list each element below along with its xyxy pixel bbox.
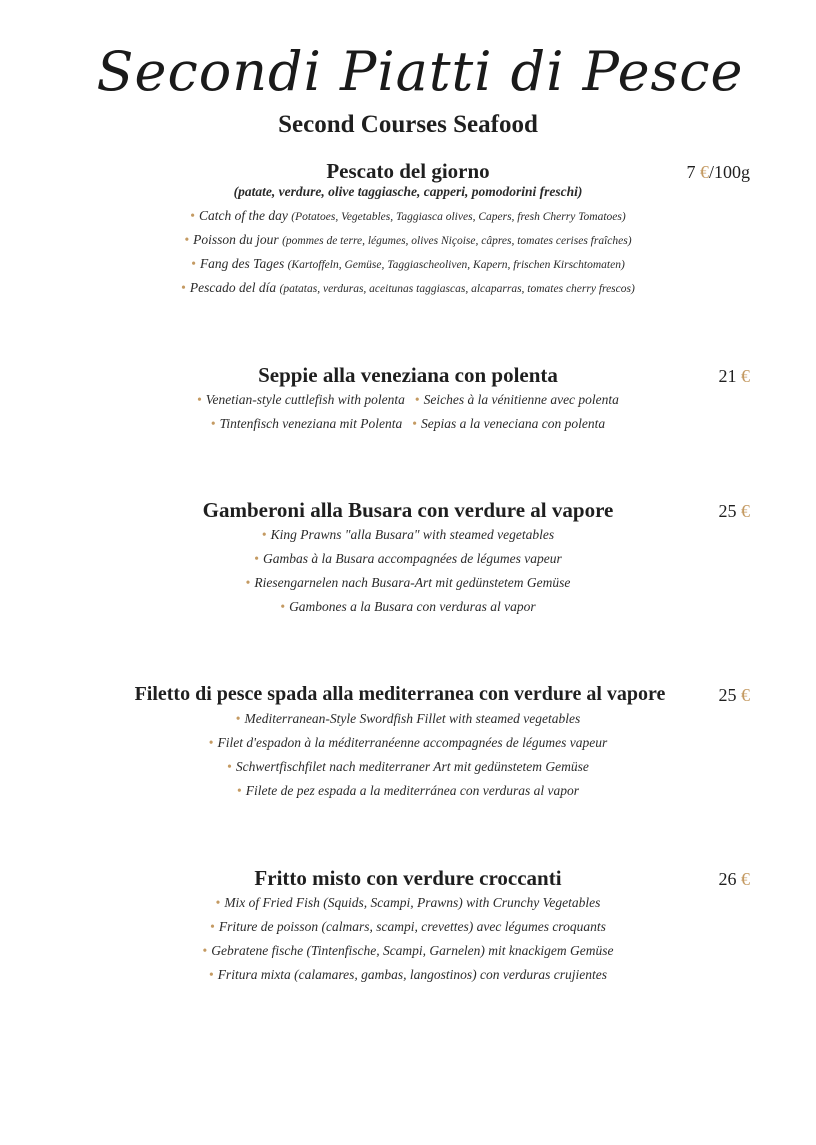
euro-symbol: € (741, 685, 750, 705)
euro-symbol: € (741, 869, 750, 889)
translation-de: • Gebratene fische (Tintenfische, Scampi, Garnelen) mit knackigem Gemüse (202, 943, 614, 958)
dish-name: Fritto misto con verdure croccanti (254, 866, 562, 890)
bullet-icon: • (280, 599, 286, 614)
dish-name: Pescato del giorno (326, 159, 490, 183)
translation-es: • Fritura mixta (calamares, gambas, langostinos) con verduras crujientes (208, 967, 608, 982)
menu-subtitle: Second Courses Seafood (278, 111, 538, 138)
bullet-icon: • (261, 527, 267, 542)
translation-en: • Catch of the day (Potatoes, Vegetables, Taggiasca olives, Capers, fresh Cherry Tomatoes) (190, 208, 626, 223)
bullet-icon: • (215, 895, 221, 910)
translation-es: • Filete de pez espada a la mediterránea con verduras al vapor (237, 783, 579, 798)
dish-price: 26 € (718, 869, 750, 889)
bullet-icon: • (245, 575, 251, 590)
translation-de: • Schwertfischfilet nach mediterraner Art mit gedünstetem Gemüse (227, 759, 589, 774)
dish-price: 25 € (718, 501, 750, 521)
dish-description: (patate, verdure, olive taggiasche, capperi, pomodorini freschi) (233, 184, 583, 199)
translation-en-fr: • Venetian-style cuttlefish with polenta • Seiches à la vénitienne avec polenta (197, 392, 619, 407)
price-unit: /100g (708, 162, 750, 182)
translation-en: • King Prawns "alla Busara" with steamed vegetables (261, 527, 555, 542)
translation-fr: • Friture de poisson (calmars, scampi, crevettes) avec légumes croquants (210, 919, 606, 934)
bullet-icon: • (190, 208, 196, 223)
bullet-icon: • (208, 735, 214, 750)
dish-name: Seppie alla veneziana con polenta (258, 363, 558, 387)
dish-price: 25 € (718, 685, 750, 705)
bullet-icon: • (208, 967, 214, 982)
translation-fr: • Poisson du jour (pommes de terre, légumes, olives Niçoise, câpres, tomates cerises fraîches) (184, 232, 632, 247)
bullet-icon: • (202, 943, 208, 958)
bullet-icon: • (235, 711, 241, 726)
bullet-icon: • (191, 256, 196, 271)
bullet-icon: • (210, 416, 216, 431)
bullet-icon: • (414, 392, 420, 407)
translation-en: • Mediterranean-Style Swordfish Fillet with steamed vegetables (235, 711, 581, 726)
translation-de: • Fang des Tages (Kartoffeln, Gemüse, Taggiascheoliven, Kapern, frischen Kirschtomaten) (191, 256, 625, 271)
translation-de: • Riesengarnelen nach Busara-Art mit gedünstetem Gemüse (245, 575, 571, 590)
dish-price: 21 € (718, 366, 750, 386)
euro-symbol: € (741, 501, 750, 521)
translation-fr: • Filet d'espadon à la méditerranéenne accompagnées de légumes vapeur (208, 735, 608, 750)
translation-es: • Gambones a la Busara con verduras al vapor (280, 599, 536, 614)
translation-de-es: • Tintenfisch veneziana mit Polenta • Sepias a la veneciana con polenta (210, 416, 606, 431)
bullet-icon: • (412, 416, 417, 431)
menu-title: Secondi Piatti di Pesce (96, 40, 744, 103)
dish-name: Filetto di pesce spada alla mediterranea con verdure al vapore (134, 683, 666, 705)
translation-es: • Pescado del día (patatas, verduras, aceitunas taggiascas, alcaparras, tomates cherry frescos) (181, 280, 635, 295)
bullet-icon: • (254, 551, 259, 566)
bullet-icon: • (184, 232, 190, 247)
translation-en: • Mix of Fried Fish (Squids, Scampi, Prawns) with Crunchy Vegetables (215, 895, 601, 910)
euro-symbol: € (741, 366, 750, 386)
bullet-icon: • (181, 280, 186, 295)
bullet-icon: • (237, 783, 242, 798)
dish-name: Gamberoni alla Busara con verdure al vapore (202, 498, 614, 522)
dish-price: 7 €/100g (686, 162, 750, 182)
euro-symbol: € (699, 162, 709, 182)
translation-fr: • Gambas à la Busara accompagnées de légumes vapeur (254, 551, 562, 566)
bullet-icon: • (227, 759, 232, 774)
bullet-icon: • (210, 919, 215, 934)
bullet-icon: • (197, 392, 202, 407)
